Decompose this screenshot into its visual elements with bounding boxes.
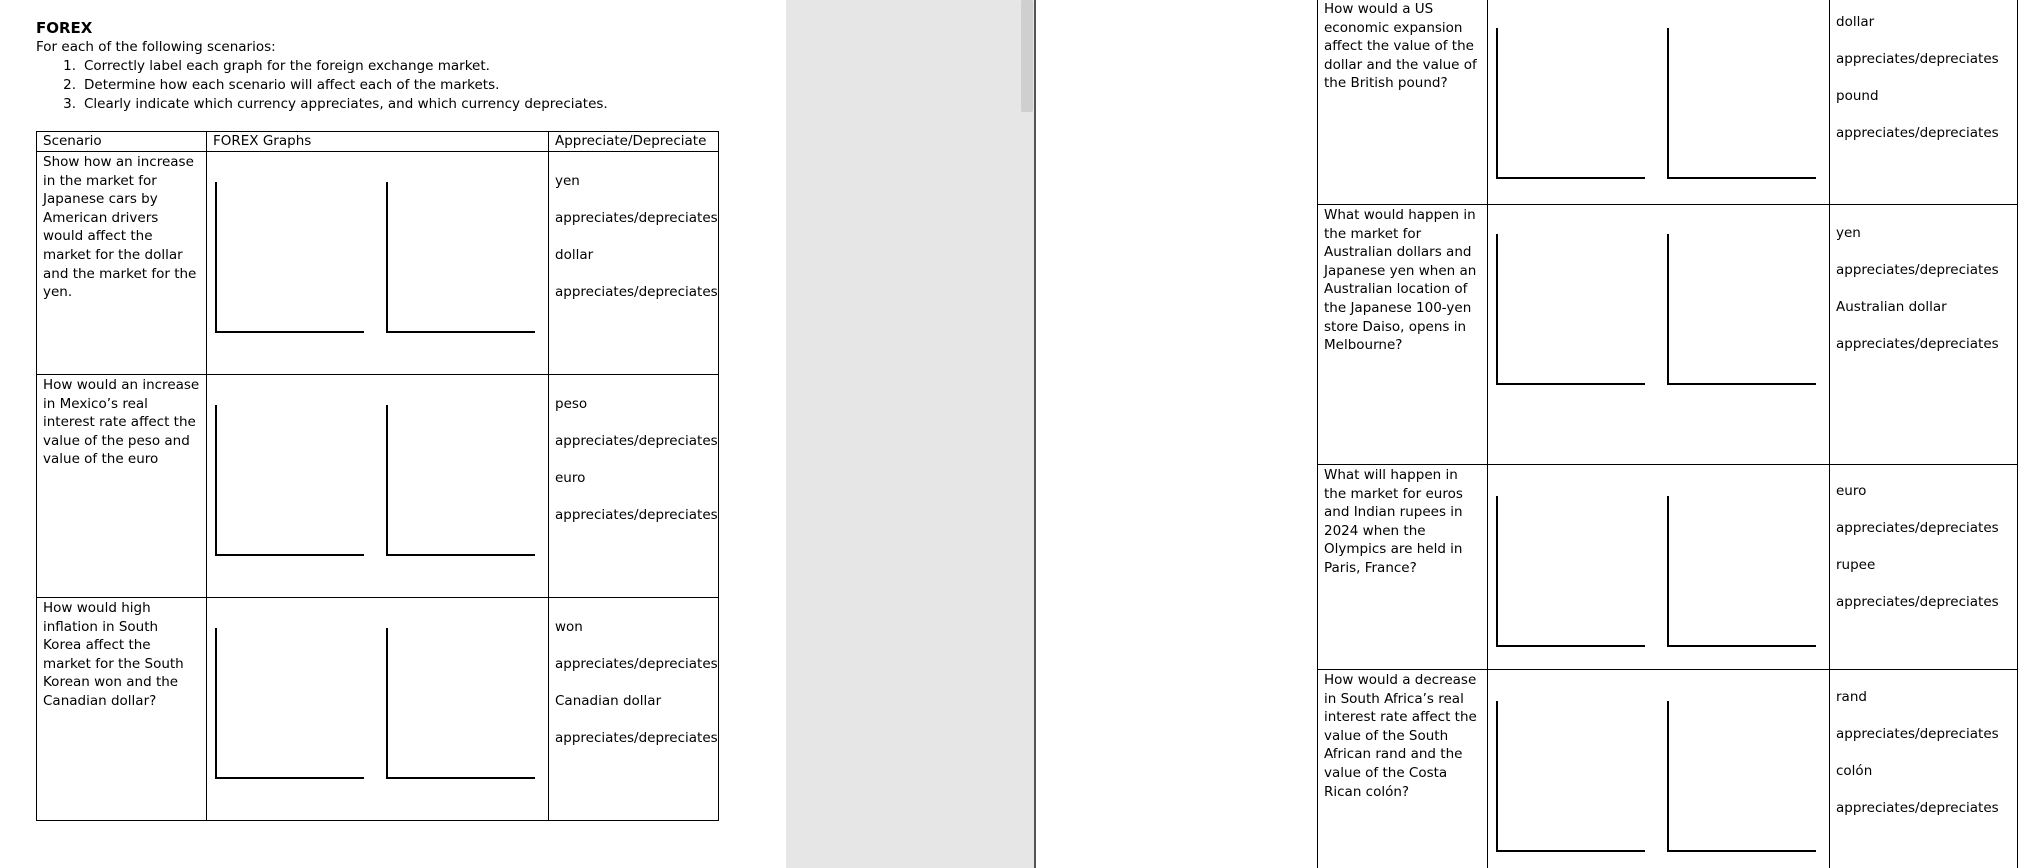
table-row [1318, 205, 2018, 465]
appreciates-depreciates-choice[interactable]: appreciates/depreciates [1836, 800, 1999, 816]
graph-cell [207, 152, 549, 375]
table-row [1318, 670, 2018, 868]
appreciates-depreciates-choice[interactable]: appreciates/depreciates [555, 656, 718, 672]
header-appreciate-depreciate: Appreciate/Depreciate [549, 132, 719, 152]
instruction-text: Determine how each scenario will affect each of the markets. [84, 77, 500, 93]
instruction-number: 1. [63, 58, 76, 74]
currency-label: rupee [1836, 557, 1876, 573]
answer-cell [1830, 670, 2018, 868]
currency-label: Canadian dollar [555, 693, 662, 709]
instruction-number: 3. [63, 96, 76, 112]
currency-label: yen [555, 173, 580, 189]
appreciates-depreciates-choice[interactable]: appreciates/depreciates [555, 507, 718, 523]
instruction-text: Correctly label each graph for the foreign exchange market. [84, 58, 490, 74]
document-intro: For each of the following scenarios: [36, 39, 276, 55]
currency-label: euro [555, 470, 586, 486]
viewer-background-left [786, 0, 1018, 868]
scenario-text: How would an increase in Mexico’s real interest rate affect the value of the peso and value of the euro [37, 375, 207, 598]
answer-cell [1830, 465, 2018, 670]
currency-label: peso [555, 396, 588, 412]
currency-label: dollar [1836, 14, 1875, 30]
appreciates-depreciates-choice[interactable]: appreciates/depreciates [1836, 336, 1999, 352]
table-row [1318, 0, 2018, 205]
instruction-list [60, 57, 608, 114]
appreciates-depreciates-choice[interactable]: appreciates/depreciates [1836, 125, 1999, 141]
currency-label: euro [1836, 483, 1867, 499]
header-scenario: Scenario [37, 132, 207, 152]
scrollbar-thumb[interactable] [1021, 0, 1033, 112]
graph-cell [207, 598, 549, 821]
table-row [1318, 465, 2018, 670]
currency-label: won [555, 619, 583, 635]
appreciates-depreciates-choice[interactable]: appreciates/depreciates [1836, 594, 1999, 610]
forex-worksheet-table [36, 131, 719, 821]
currency-label: Australian dollar [1836, 299, 1947, 315]
appreciates-depreciates-choice[interactable]: appreciates/depreciates [1836, 726, 1999, 742]
answer-cell [1830, 205, 2018, 465]
answer-cell [549, 375, 719, 598]
forex-worksheet-table-continued [1317, 0, 2018, 868]
currency-label: rand [1836, 689, 1867, 705]
instruction-item [60, 95, 608, 114]
answer-cell [549, 152, 719, 375]
appreciates-depreciates-choice[interactable]: appreciates/depreciates [555, 284, 718, 300]
table-row [37, 152, 719, 375]
graph-cell [207, 375, 549, 598]
appreciates-depreciates-choice[interactable]: appreciates/depreciates [1836, 51, 1999, 67]
scenario-text: What would happen in the market for Australian dollars and Japanese yen when an Australian location of the Japanese 100-yen store Daiso, opens in Melbourne? [1318, 205, 1488, 465]
currency-label: pound [1836, 88, 1879, 104]
answer-cell [1830, 0, 2018, 205]
table-row [37, 598, 719, 821]
table-header-row [37, 132, 719, 152]
graph-cell [1488, 0, 1830, 205]
table-row [37, 375, 719, 598]
currency-label: colón [1836, 763, 1873, 779]
currency-label: yen [1836, 225, 1861, 241]
scenario-text: How would high inflation in South Korea affect the market for the South Korean won and the Canadian dollar? [37, 598, 207, 821]
scenario-text: What will happen in the market for euros and Indian rupees in 2024 when the Olympics are held in Paris, France? [1318, 465, 1488, 670]
appreciates-depreciates-choice[interactable]: appreciates/depreciates [1836, 262, 1999, 278]
answer-cell [549, 598, 719, 821]
graph-cell [1488, 205, 1830, 465]
appreciates-depreciates-choice[interactable]: appreciates/depreciates [555, 730, 718, 746]
appreciates-depreciates-choice[interactable]: appreciates/depreciates [555, 433, 718, 449]
scenario-text: Show how an increase in the market for Japanese cars by American drivers would affect the market for the dollar and the market for the yen. [37, 152, 207, 375]
appreciates-depreciates-choice[interactable]: appreciates/depreciates [1836, 520, 1999, 536]
instruction-item [60, 76, 608, 95]
document-title: FOREX [36, 19, 93, 37]
appreciates-depreciates-choice[interactable]: appreciates/depreciates [555, 210, 718, 226]
scenario-text: How would a decrease in South Africa’s real interest rate affect the value of the South African rand and the value of the Costa Rican colón? [1318, 670, 1488, 868]
instruction-item [60, 57, 608, 76]
instruction-text: Clearly indicate which currency appreciates, and which currency depreciates. [84, 96, 608, 112]
instruction-number: 2. [63, 77, 76, 93]
currency-label: dollar [555, 247, 594, 263]
header-forex-graphs: FOREX Graphs [207, 132, 549, 152]
scenario-text: How would a US economic expansion affect the value of the dollar and the value of the British pound? [1318, 0, 1488, 205]
graph-cell [1488, 465, 1830, 670]
graph-cell [1488, 670, 1830, 868]
